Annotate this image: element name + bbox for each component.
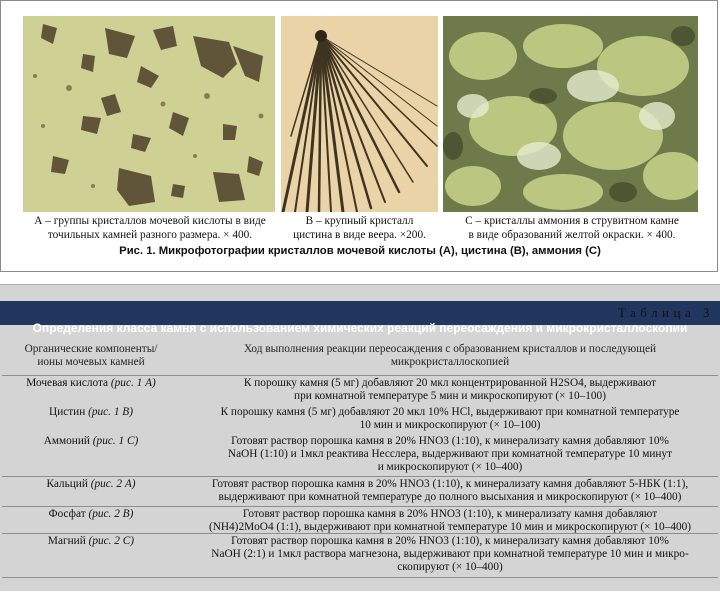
row-procedure bbox=[184, 508, 716, 534]
procedure-line: (NH4)2MoO4 (1:1), выдерживают при комнатной температуре 10 мин и микроскопируют (× 10–400) bbox=[208, 521, 692, 533]
column-header-components-line-2: ионы мочевых камней bbox=[37, 356, 145, 368]
procedure-line: NaOH (1:10) и 1мкл реактива Несслера, выдерживают при комнатной температуре 10 минут bbox=[227, 448, 673, 460]
component-name: Фосфат bbox=[48, 508, 86, 520]
procedure-line: выдерживают при комнатной температуре до полного высыхания и микроскопируют (× 10–400) bbox=[218, 491, 682, 503]
row-component bbox=[2, 508, 180, 521]
procedure-line: Готовят раствор порошка камня в 20% HNO3 (1:10), к минерализату камня добавляют 5-НБК (1:1), bbox=[211, 478, 689, 490]
component-name: Мочевая кислота bbox=[26, 377, 109, 389]
component-name: Кальций bbox=[46, 478, 88, 490]
procedure-line: Готовят раствор порошка камня в 20% HNO3 (1:10), к минерализату камня добавляют 10% bbox=[231, 535, 669, 547]
procedure-line: Готовят раствор порошка камня в 20% HNO3 (1:10), к минерализату камня добавляют bbox=[242, 508, 658, 520]
procedure-line: 10 мин и микроскопируют (× 10–100) bbox=[359, 419, 541, 431]
figure-reference: (рис. 1 В) bbox=[88, 406, 133, 418]
row-component bbox=[2, 478, 180, 491]
micrograph-uric-acid bbox=[23, 16, 275, 212]
procedure-line: К порошку камня (5 мг) добавляют 20 мкл концентрированной H2SO4, выдерживают bbox=[243, 377, 657, 389]
component-cell bbox=[2, 508, 180, 521]
row-procedure bbox=[184, 377, 716, 403]
row-procedure bbox=[184, 406, 716, 432]
caption-a-line-1: А – группы кристаллов мочевой кислоты в виде bbox=[34, 215, 266, 227]
table-column-headers bbox=[2, 343, 718, 373]
caption-a bbox=[19, 214, 281, 242]
caption-b-line-2: цистина в виде веера. ×200. bbox=[293, 229, 426, 241]
row-component bbox=[2, 377, 180, 390]
figure-reference: (рис. 1 А) bbox=[110, 377, 156, 389]
procedure-line: Готовят раствор порошка камня в 20% HNO3 (1:10), к минерализату камня добавляют 10% bbox=[231, 435, 669, 447]
row-procedure bbox=[184, 535, 716, 574]
procedure-line: и микроскопируют (× 10–400) bbox=[377, 461, 523, 473]
column-header-components bbox=[2, 343, 180, 369]
figure-block bbox=[0, 0, 718, 272]
table-number: Таблица 3 bbox=[617, 305, 714, 320]
component-name: Цистин bbox=[49, 406, 86, 418]
figure-title: Рис. 1. Микрофотографии кристаллов мочевой кислоты (А), цистина (В), аммония (С) bbox=[119, 245, 601, 257]
row-component bbox=[2, 435, 180, 448]
figure-reference: (рис. 1 С) bbox=[92, 435, 139, 447]
header-divider bbox=[2, 375, 718, 376]
component-name: Аммоний bbox=[43, 435, 90, 447]
row-component bbox=[2, 535, 180, 548]
caption-b-line-1: В – крупный кристалл bbox=[305, 215, 414, 227]
row-divider bbox=[2, 476, 718, 477]
column-header-procedure-line-1: Ход выполнения реакции переосаждения с образованием кристаллов и последующей bbox=[243, 343, 657, 355]
table-bottom-divider bbox=[2, 577, 718, 578]
row-procedure bbox=[184, 435, 716, 474]
caption-a-line-2: точильных камней разного размера. × 400. bbox=[47, 229, 253, 241]
procedure-line: при комнатной температуре 5 мин и микроскопируют (× 10–100) bbox=[294, 390, 606, 402]
component-cell bbox=[2, 435, 180, 448]
row-procedure bbox=[184, 478, 716, 504]
caption-c-line-2: в виде образований желтой окраски. × 400. bbox=[468, 229, 676, 241]
micrograph-ammonium bbox=[443, 16, 698, 212]
figure-reference: (рис. 2 С) bbox=[88, 535, 135, 547]
row-component bbox=[2, 406, 180, 419]
procedure-line: NaOH (2:1) и 1мкл раствора магнезона, выдерживают при комнатной температуре 10 мин и микро- bbox=[211, 548, 689, 560]
micrograph-cystine bbox=[281, 16, 438, 212]
component-cell bbox=[2, 478, 180, 491]
caption-b bbox=[281, 214, 438, 242]
caption-c-line-1: С – кристаллы аммония в струвитном камне bbox=[465, 215, 679, 227]
component-cell bbox=[2, 406, 180, 419]
row-divider bbox=[2, 506, 718, 507]
column-header-procedure bbox=[184, 343, 716, 369]
figure-reference: (рис. 2 В) bbox=[88, 508, 134, 520]
column-header-procedure-line-2: микрокристаллоскопией bbox=[390, 356, 510, 368]
table-title: Определения класса камня с использованием химических реакций переосаждения и микрокристаллоскопии bbox=[32, 321, 688, 335]
component-cell bbox=[2, 535, 180, 548]
procedure-line: К порошку камня (5 мг) добавляют 20 мкл 10% HCl, выдерживают при комнатной температуре bbox=[220, 406, 680, 418]
row-divider bbox=[2, 533, 718, 534]
figure-reference: (рис. 2 А) bbox=[90, 478, 136, 490]
caption-c bbox=[443, 214, 701, 242]
component-name: Магний bbox=[47, 535, 86, 547]
component-cell bbox=[2, 377, 180, 390]
column-header-components-line-1: Органические компоненты/ bbox=[24, 343, 158, 355]
procedure-line: скопируют (× 10–400) bbox=[397, 561, 503, 573]
table-block bbox=[0, 284, 720, 591]
